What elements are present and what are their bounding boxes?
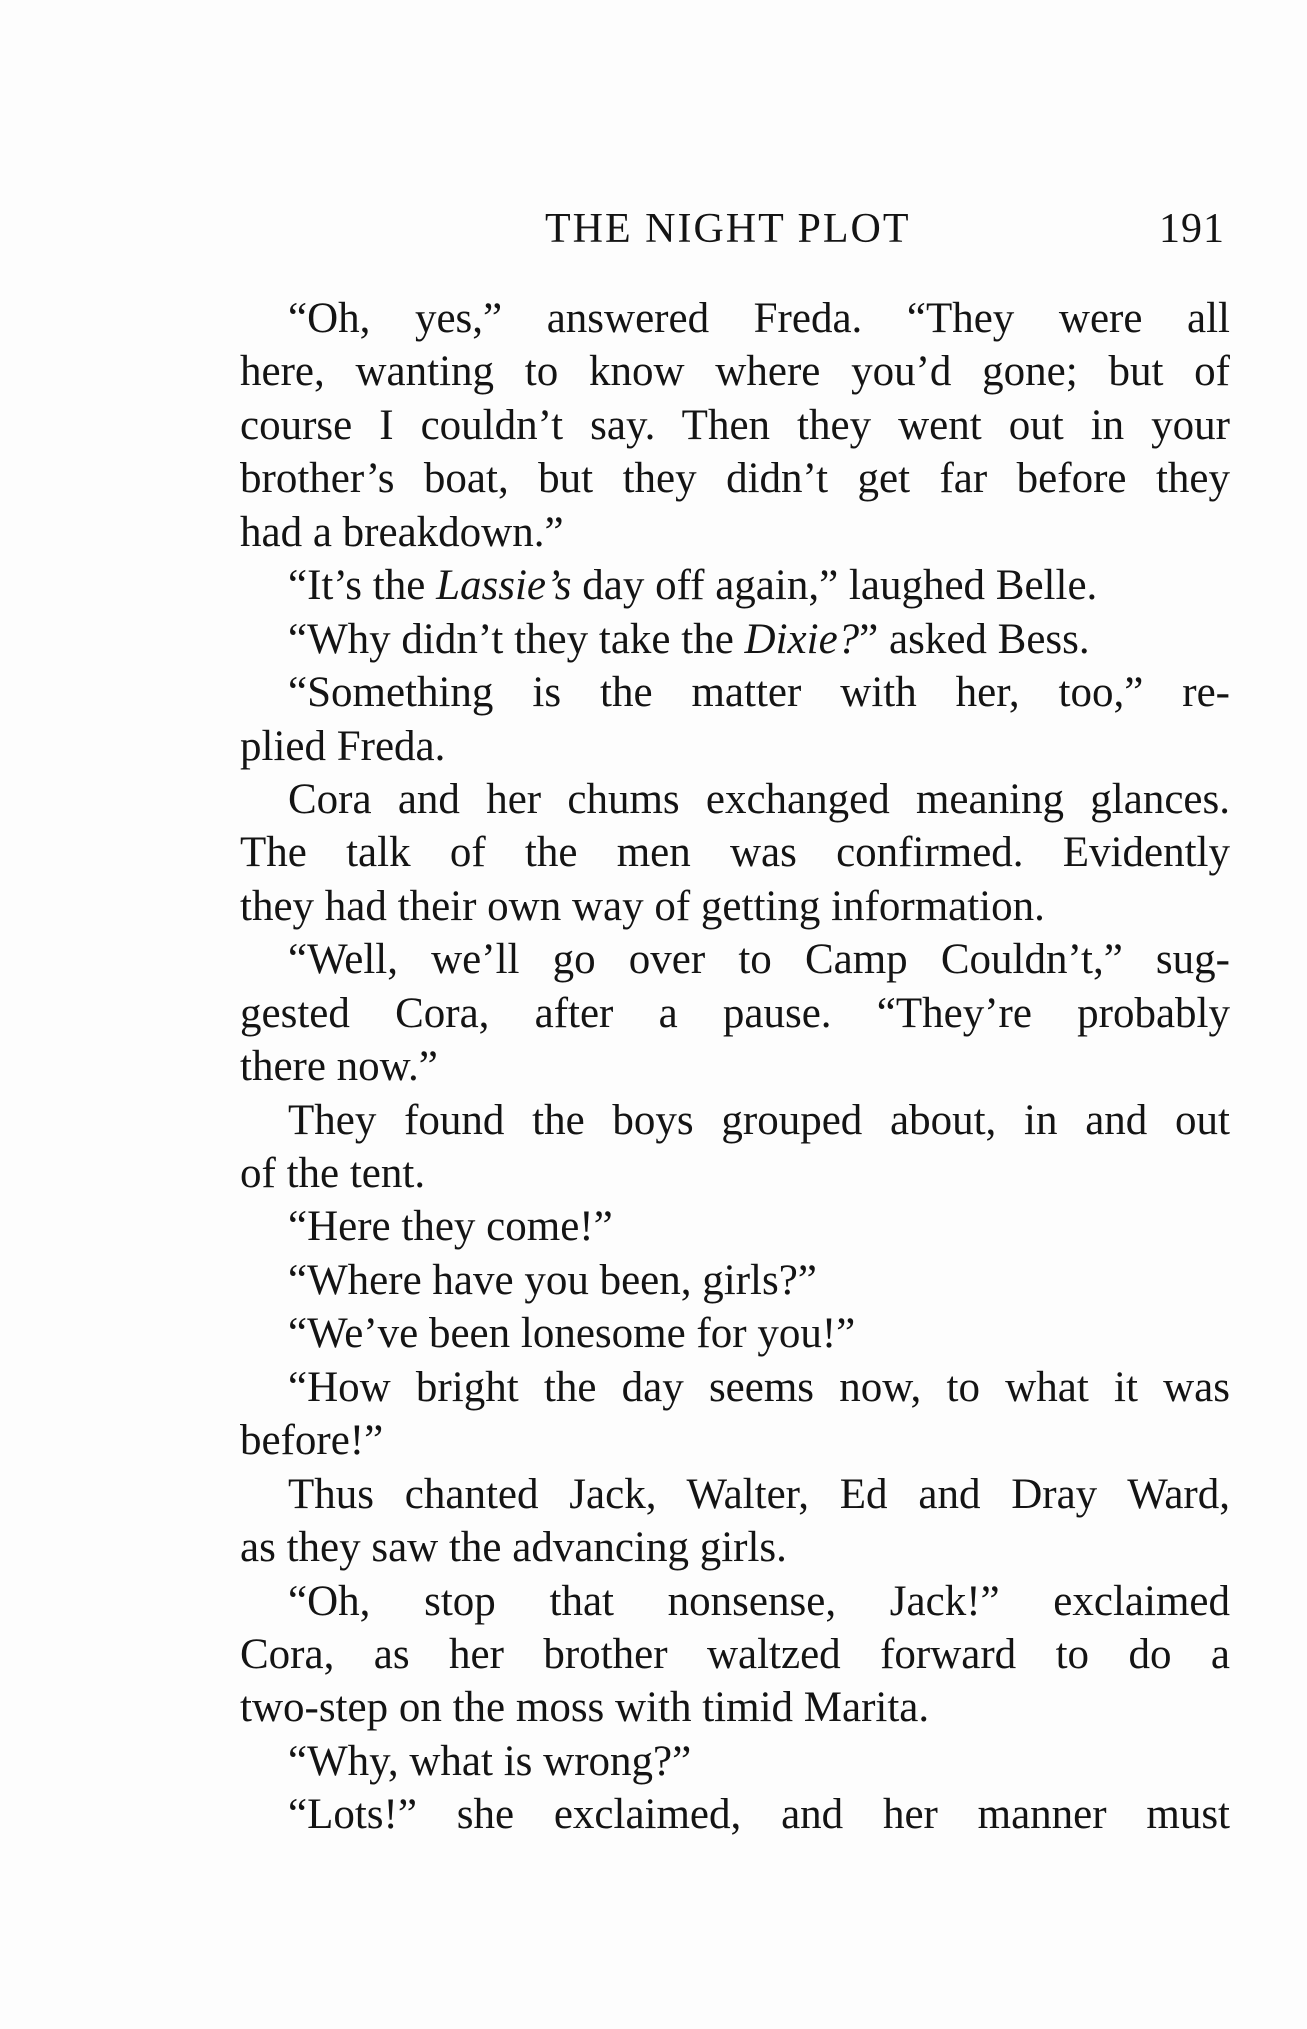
text-line: Thus chanted Jack, Walter, Ed and Dray Ward, [288,1470,1230,1518]
text-line: here, wanting to know where you’d gone; but of [240,348,1230,396]
text-line: The talk of the men was confirmed. Evidently [240,829,1230,877]
text-line: “Here they come!” [288,1203,613,1251]
text-line: Cora, as her brother waltzed forward to do a [240,1630,1230,1678]
text-line: “Why didn’t they take the Dixie?” asked Bess. [288,615,1090,663]
text-line: “Oh, stop that nonsense, Jack!” exclaimed [288,1577,1230,1625]
italic-name: Lassie’s [436,562,572,610]
text-line: before!” [240,1417,384,1465]
text-line: of the tent. [240,1150,426,1197]
text-line: “We’ve been lonesome for you!” [288,1310,856,1358]
text-line: as they saw the advancing girls. [240,1524,787,1572]
italic-name: Dixie? [744,615,860,663]
body-text [240,292,1230,1842]
running-head [240,205,1225,265]
text-line: Cora and her chums exchanged meaning glances. [288,775,1230,823]
text-line: there now.” [240,1043,438,1091]
text-line: brother’s boat, but they didn’t get far before they [240,455,1230,503]
text-line: gested Cora, after a pause. “They’re probably [240,989,1230,1037]
text-line: “Oh, yes,” answered Freda. “They were all [288,295,1230,342]
text-line: “Lots!” she exclaimed, and her manner must [288,1791,1230,1839]
text-line: “It’s the Lassie’s day off again,” laughed Belle. [288,562,1098,610]
text-line: “Well, we’ll go over to Camp Couldn’t,” sug- [288,936,1230,984]
text-line: they had their own way of getting information. [240,882,1045,930]
text-line: They found the boys grouped about, in and out [288,1096,1230,1144]
text-line: had a breakdown.” [240,508,564,556]
text-line: plied Freda. [240,722,446,770]
text-line: “How bright the day seems now, to what it was [288,1363,1230,1411]
text-line: “Why, what is wrong?” [288,1737,692,1785]
running-title: THE NIGHT PLOT [545,206,911,252]
text-line: two-step on the moss with timid Marita. [240,1684,930,1732]
text-line: “Where have you been, girls?” [288,1256,817,1304]
page-number: 191 [1159,206,1225,252]
text-line: course I couldn’t say. Then they went out in your [240,401,1230,449]
text-line: “Something is the matter with her, too,” re- [288,669,1230,717]
